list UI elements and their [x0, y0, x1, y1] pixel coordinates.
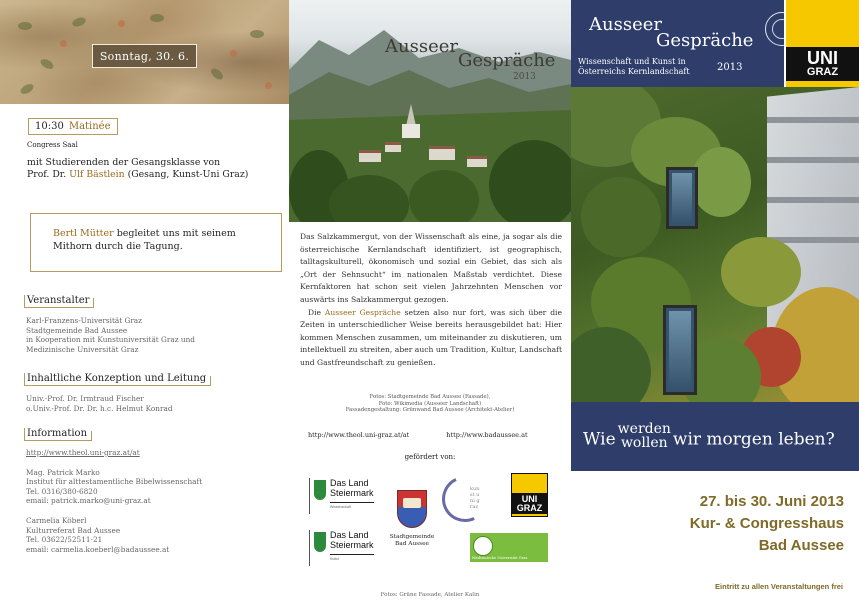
credit-line: Fotos: Stadtgemeinde Bad Aussee (Fassade),	[369, 394, 491, 400]
information-text	[26, 448, 286, 554]
text-line: Tel. 0316/380-6820	[26, 486, 98, 496]
title-band	[571, 0, 859, 87]
tagline	[583, 421, 835, 454]
logo-word2: Gespräche	[656, 30, 754, 51]
steiermark-sub: Wissenschaft	[330, 505, 351, 509]
house	[429, 146, 455, 160]
subtitle	[578, 57, 690, 77]
email-link[interactable]: email: carmelia.koeberl@badaussee.at	[26, 544, 170, 554]
text-line: Tel. 03622/52511-21	[26, 535, 103, 545]
free-entry-note: Eintritt zu allen Veranstaltungen frei	[715, 582, 843, 591]
window	[663, 305, 697, 395]
green-facade-photo	[571, 87, 859, 402]
konzeption-text	[26, 394, 286, 413]
text-line: Stadtgemeinde Bad Aussee	[26, 325, 128, 335]
text-line: Medizinische Universität Graz	[26, 344, 139, 354]
desc-name: Ulf Bästlein	[69, 169, 125, 180]
text-line: Univ.-Prof. Dr. Irmtraud Fischer	[26, 394, 144, 403]
desc-rest: (Gesang, Kunst-Uni Graz)	[124, 169, 249, 180]
info-url[interactable]: http://www.theol.uni-graz.at/at	[26, 448, 140, 457]
shield-icon	[397, 490, 427, 528]
section-information: Information	[24, 428, 91, 441]
logo-word1: Ausseer	[589, 14, 662, 35]
section-konzeption: Inhaltliche Konzeption und Leitung	[24, 373, 210, 386]
fresco-image	[0, 0, 289, 104]
house	[467, 156, 487, 167]
photo-credit: Fotos: Grüne Fassade, Atelier Kalin	[380, 592, 480, 598]
subtitle-line: Wissenschaft und Kunst in	[578, 57, 686, 66]
left-panel	[0, 0, 289, 612]
paragraph-2: setzen also nur fort, was sich über die Zeiten in unterschiedlicher Weise bereits herausgebildet hat: Hier kommen Menschen zusammen, um miteinander zu diskutieren, um intellektuell zu streiten, aber auch um Tradition, Kultur, Landschaft und Gastfreundschaft zu genießen.	[300, 307, 562, 367]
uni-word: UNI	[807, 48, 838, 68]
steiermark-name1: Das Land	[330, 478, 369, 488]
church-spire	[406, 104, 416, 126]
text-line: Kulturreferat Bad Aussee	[26, 525, 121, 535]
tree	[489, 140, 571, 222]
venue: Congress Saal	[27, 141, 78, 149]
matinee-time: 10:30	[35, 121, 64, 132]
unigraz-logo	[784, 0, 859, 87]
text-line: Mag. Patrick Marko	[26, 467, 100, 477]
event-town: Bad Aussee	[758, 537, 844, 554]
event-info	[690, 491, 844, 557]
event-venue: Kur- & Congresshaus	[689, 515, 844, 532]
logo-year: 2013	[717, 62, 743, 73]
note-name: Bertl Mütter	[53, 228, 114, 239]
steiermark-name2: Steiermark	[330, 540, 374, 550]
section-veranstalter: Veranstalter	[24, 295, 93, 308]
paragraph-2-pre: Die	[308, 307, 325, 317]
ring-icon	[436, 470, 495, 529]
matinee-description	[27, 157, 282, 181]
url-row	[308, 431, 528, 439]
tagline-wollen: wollen	[620, 435, 668, 451]
tagline-wie: Wie	[583, 429, 616, 450]
logo-year: 2013	[513, 72, 536, 82]
steiermark-logo	[309, 530, 373, 566]
landscape-photo	[289, 0, 571, 222]
matinee-label	[28, 118, 118, 135]
matinee-title: Matinée	[68, 121, 111, 132]
date-badge: Sonntag, 30. 6.	[92, 44, 197, 68]
kunstuni-text: kunst uni graz	[470, 486, 480, 510]
desc-line: mit Studierenden der Gesangsklasse von	[27, 157, 221, 168]
ausseer-logo	[385, 36, 556, 82]
steiermark-sub: Kultur	[330, 557, 340, 561]
house	[359, 150, 381, 162]
photo-credits	[289, 394, 571, 414]
kunstuni-logo	[442, 476, 488, 522]
desc-prof: Prof. Dr.	[27, 169, 70, 180]
body-text	[300, 231, 562, 370]
text-line: Karl-Franzens-Universität Graz	[26, 316, 142, 325]
text-line: Institut für alttestamentliche Bibelwissenschaft	[26, 477, 203, 487]
meduni-text: Medizinische Universität Graz	[472, 556, 528, 560]
paragraph-1: Das Salzkammergut, von der Wissenschaft als eine, ja sogar als die österreichische Kernlandschaft identifiziert, ist geographisch, talltagskulturell, ökonomisch und sozial ein Gebiet, das sich als „Ort der Sehnsucht“ im nationalen Maßstab verdichtet. Diese Kernfaktoren hat schon seit vielen Jahrzehnten Menschen vor auswärts ins Salzkammergut gezogen.	[300, 232, 562, 304]
graz-word: GRAZ	[516, 502, 543, 513]
steiermark-name2: Steiermark	[330, 488, 374, 498]
text-line: Carmelia Köberl	[26, 515, 87, 525]
text-line: o.Univ.-Prof. Dr. Dr. h.c. Helmut Konrad	[26, 403, 173, 413]
credit-line: Fassadengestaltung: Grünwand Bad Aussee (Architekt-Atelier)	[345, 407, 515, 413]
steiermark-crest-icon	[314, 532, 326, 552]
meduni-logo	[470, 533, 548, 562]
event-dates: 27. bis 30. Juni 2013	[699, 493, 844, 510]
steiermark-logo	[309, 478, 373, 514]
note-text: begleitet uns mit seinem Mithorn durch die Tagung.	[53, 228, 236, 252]
subtitle-line: Österreichs Kernlandschaft	[578, 67, 690, 76]
credit-line: Foto: Wikimedia (Ausseer Landschaft)	[378, 400, 482, 407]
right-panel	[571, 0, 859, 612]
tagline-werden: werden	[617, 421, 671, 437]
meduni-seal-icon	[473, 536, 493, 556]
house	[385, 142, 401, 152]
veranstalter-text	[26, 316, 286, 354]
window	[666, 167, 698, 229]
graz-word: GRAZ	[806, 66, 839, 78]
funded-by-label: gefördert von:	[404, 453, 456, 461]
logo-word2: Gespräche	[457, 50, 556, 71]
logo-word1: Ausseer	[385, 36, 458, 57]
question-band	[571, 402, 859, 471]
email-link[interactable]: email: patrick.marko@uni-graz.at	[26, 496, 151, 506]
tree	[409, 170, 479, 222]
unigraz-logo-small	[511, 473, 548, 517]
church	[402, 124, 420, 138]
middle-panel	[289, 0, 571, 612]
coat-caption: Stadtgemeinde Bad Aussee	[389, 534, 435, 547]
text-line: in Kooperation mit Kunstuniversität Graz und	[26, 335, 195, 345]
url-link[interactable]: http://www.theol.uni-graz.at/at	[308, 431, 410, 439]
note-box	[30, 213, 282, 272]
steiermark-name1: Das Land	[330, 530, 369, 540]
url-link[interactable]: http://www.badaussee.at	[446, 431, 528, 439]
bad-aussee-coat-of-arms	[397, 490, 427, 528]
paragraph-2-highlight: Ausseer Gespräche	[324, 307, 401, 317]
steiermark-crest-icon	[314, 480, 326, 500]
tagline-rest: wir morgen leben?	[672, 429, 835, 450]
uni-word: UNI	[521, 494, 538, 504]
